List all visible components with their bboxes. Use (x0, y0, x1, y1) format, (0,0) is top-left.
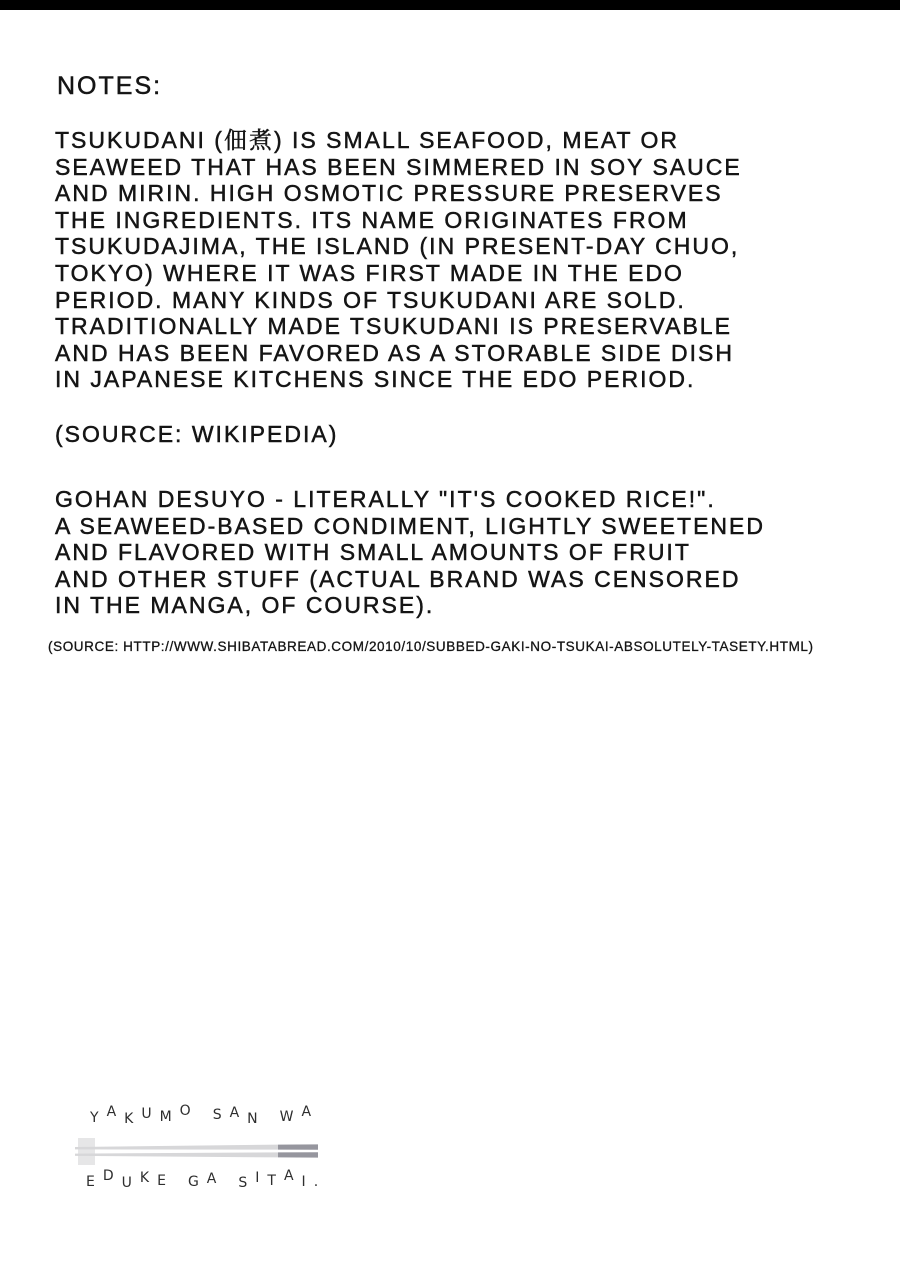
page-title: NOTES: (57, 72, 163, 100)
text-line: THE INGREDIENTS. ITS NAME ORIGINATES FROM (55, 206, 689, 233)
url-source-line: (SOURCE: HTTP://WWW.SHIBATABREAD.COM/2010/10/SUBBED-GAKI-NO-TSUKAI-ABSOLUTELY-TASETY.HTML) (48, 639, 814, 654)
text-line: IN JAPANESE KITCHENS SINCE THE EDO PERIOD. (55, 366, 696, 393)
scanlation-group-logo (0, 1095, 420, 1215)
text-line: TRADITIONALLY MADE TSUKUDANI IS PRESERVABLE (55, 313, 732, 340)
logo-text-line1: Y A K U M O S A N W A (90, 1103, 312, 1127)
text-line: TSUKUDANI (佃煮) IS SMALL SEAFOOD, MEAT OR (55, 127, 679, 153)
text-line: PERIOD. MANY KINDS OF TSUKUDANI ARE SOLD. (55, 286, 686, 313)
text-line: AND HAS BEEN FAVORED AS A STORABLE SIDE DISH (55, 339, 734, 366)
gohan-desuyo-note-paragraph (55, 486, 765, 619)
text-line: A SEAWEED-BASED CONDIMENT, LIGHTLY SWEETENED (55, 512, 765, 539)
text-line: TSUKUDAJIMA, THE ISLAND (IN PRESENT-DAY CHUO, (55, 233, 740, 260)
logo-text-line2: E D U K E G A S I T A I . (86, 1168, 319, 1191)
page-top-border (0, 0, 900, 10)
text-line: TOKYO) WHERE IT WAS FIRST MADE IN THE EDO (55, 259, 684, 286)
text-line: GOHAN DESUYO - LITERALLY "IT'S COOKED RICE!". (55, 486, 716, 512)
text-line: AND OTHER STUFF (ACTUAL BRAND WAS CENSORED (55, 565, 741, 592)
tsukudani-note-paragraph (55, 127, 742, 393)
text-line: AND FLAVORED WITH SMALL AMOUNTS OF FRUIT (55, 539, 691, 566)
text-line: SEAWEED THAT HAS BEEN SIMMERED IN SOY SAUCE (55, 153, 742, 180)
text-line: IN THE MANGA, OF COURSE). (55, 592, 435, 619)
text-line: AND MIRIN. HIGH OSMOTIC PRESSURE PRESERVES (55, 180, 723, 207)
wikipedia-source-line: (SOURCE: WIKIPEDIA) (55, 421, 339, 447)
